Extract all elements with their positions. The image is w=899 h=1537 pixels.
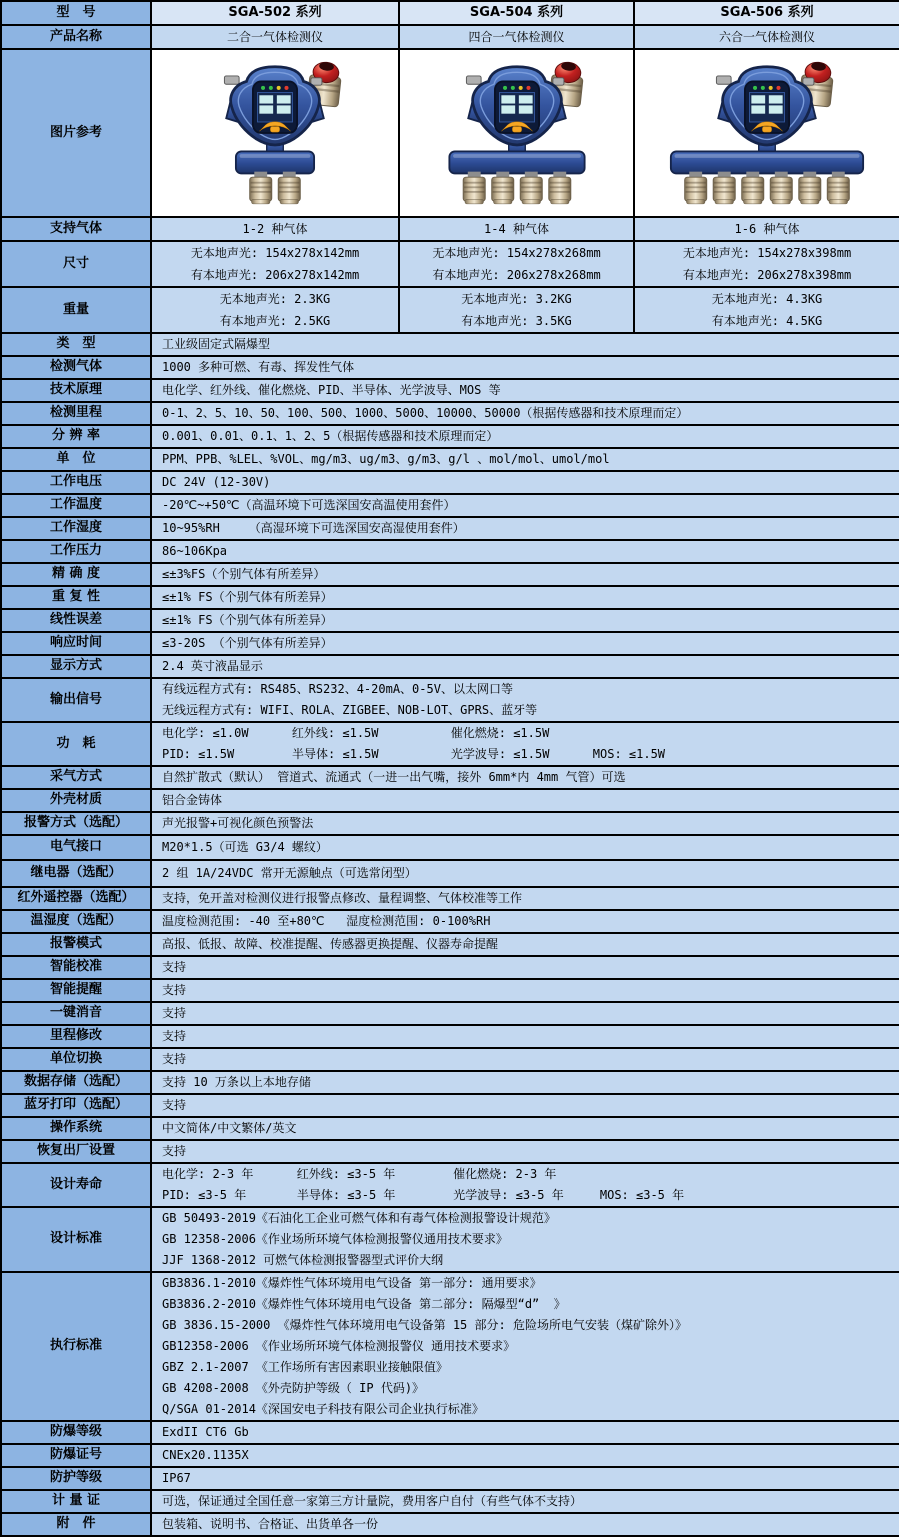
cell-line: 六合一气体检测仪 — [718, 30, 815, 44]
row-label: 支持气体 — [1, 217, 151, 241]
table-row — [1, 1071, 899, 1094]
cell-line: 支持 — [162, 1098, 187, 1112]
row-label: 里程修改 — [1, 1025, 151, 1048]
row-value — [151, 379, 899, 402]
row-label: 报警模式 — [1, 933, 151, 956]
table-row — [1, 1444, 899, 1467]
table-row — [1, 789, 899, 812]
row-label: 分 辨 率 — [1, 425, 151, 448]
cell-line: 86~106Kpa — [162, 544, 228, 558]
product-photo — [151, 49, 399, 217]
row-value — [151, 835, 899, 860]
row-value — [151, 1, 399, 25]
row-value — [399, 287, 634, 333]
row-value — [151, 448, 899, 471]
cell-line: 有线远程方式有: RS485、RS232、4-20mA、0-5V、以太网口等 — [162, 682, 513, 696]
row-label: 功 耗 — [1, 722, 151, 766]
table-row — [1, 1207, 899, 1272]
cell-line: PPM、PPB、%LEL、%VOL、mg/m3、ug/m3、g/m3、g/l 、mol/mol、umol/mol — [162, 452, 610, 466]
row-label: 单位切换 — [1, 1048, 151, 1071]
table-row — [1, 241, 899, 287]
sensor-heads — [250, 172, 301, 204]
table-row — [1, 25, 899, 49]
table-row — [1, 887, 899, 910]
mount-bolt — [716, 76, 731, 84]
cell-line: 高报、低报、故障、校准提醒、传感器更换提醒、仪器寿命提醒 — [162, 937, 499, 951]
row-value — [151, 1071, 899, 1094]
cell-line: 铝合金铸体 — [162, 793, 223, 807]
table-row — [1, 956, 899, 979]
table-row — [1, 49, 899, 217]
row-label: 单 位 — [1, 448, 151, 471]
cell-line: GB 12358-2006《作业场所环境气体检测报警仪通用技术要求》 — [162, 1232, 508, 1246]
cell-line: GB12358-2006 《作业场所环境气体检测报警仪 通用技术要求》 — [162, 1339, 516, 1353]
cell-line: 无本地声光: 2.3KG — [219, 292, 331, 306]
row-label: 重量 — [1, 287, 151, 333]
row-value — [151, 1207, 899, 1272]
cell-line: CNEx20.1135X — [162, 1448, 249, 1462]
row-value — [634, 217, 899, 241]
row-label: 外壳材质 — [1, 789, 151, 812]
row-label: 蓝牙打印（选配） — [1, 1094, 151, 1117]
row-value — [151, 789, 899, 812]
cell-line: 无本地声光: 154x278x398mm — [682, 246, 852, 260]
cell-line: -20℃~+50℃（高温环境下可选深国安高温使用套件） — [162, 498, 456, 512]
cell-line: 有本地声光: 4.5KG — [711, 314, 823, 328]
cell-line: 电化学: ≤1.0W 红外线: ≤1.5W 催化燃烧: ≤1.5W — [162, 726, 550, 740]
cell-line: M20*1.5（可选 G3/4 螺纹） — [162, 840, 328, 854]
row-value — [634, 287, 899, 333]
sensor-heads — [685, 172, 850, 204]
cell-line: IP67 — [162, 1471, 191, 1485]
cell-line: GB3836.2-2010《爆炸性气体环境用电气设备 第二部分: 隔爆型“d” 》 — [162, 1297, 566, 1311]
mount-bolt — [466, 76, 481, 84]
cell-line: SGA-504 系列 — [469, 5, 564, 20]
cell-line: 包装箱、说明书、合格证、出货单各一份 — [162, 1517, 379, 1531]
cell-line: 电化学、红外线、催化燃烧、PID、半导体、光学波导、MOS 等 — [162, 383, 501, 397]
cell-line: ≤±1% FS（个别气体有所差异） — [162, 590, 333, 604]
row-label: 防爆等级 — [1, 1421, 151, 1444]
cell-line: 2.4 英寸液晶显示 — [162, 659, 263, 673]
row-value — [151, 1163, 899, 1207]
table-row — [1, 287, 899, 333]
cell-line: 有本地声光: 206x278x142mm — [190, 268, 360, 282]
table-row — [1, 1, 899, 25]
row-value — [151, 722, 899, 766]
spec-table-body — [1, 1, 899, 1536]
row-label: 智能校准 — [1, 956, 151, 979]
row-label: 型 号 — [1, 1, 151, 25]
table-row — [1, 540, 899, 563]
row-label: 输出信号 — [1, 678, 151, 722]
row-label: 操作系统 — [1, 1117, 151, 1140]
cell-line: 无本地声光: 3.2KG — [461, 292, 572, 306]
cell-line: 无本地声光: 154x278x142mm — [190, 246, 360, 260]
cell-line: GB 4208-2008 《外壳防护等级（ IP 代码)》 — [162, 1381, 425, 1395]
row-label: 工作电压 — [1, 471, 151, 494]
table-row — [1, 517, 899, 540]
row-value — [399, 241, 634, 287]
row-value — [151, 887, 899, 910]
row-value — [151, 1513, 899, 1536]
row-value — [151, 609, 899, 632]
cell-line: 二合一气体检测仪 — [226, 30, 323, 44]
row-label: 重 复 性 — [1, 586, 151, 609]
row-value — [151, 402, 899, 425]
row-value — [151, 1444, 899, 1467]
table-row — [1, 835, 899, 860]
table-row — [1, 1140, 899, 1163]
row-label: 红外遥控器（选配） — [1, 887, 151, 910]
table-row — [1, 1467, 899, 1490]
cell-line: 工业级固定式隔爆型 — [162, 337, 271, 351]
row-label: 设计寿命 — [1, 1163, 151, 1207]
table-row — [1, 1117, 899, 1140]
cell-line: 支持 — [162, 1052, 187, 1066]
row-value — [151, 586, 899, 609]
cell-line: SGA-502 系列 — [228, 5, 322, 20]
row-value — [399, 1, 634, 25]
cell-line: 2 组 1A/24VDC 常开无源触点（可选常闭型） — [162, 866, 417, 880]
mount-bolt — [224, 76, 239, 84]
cell-line: 10~95%RH （高湿环境下可选深国安高湿使用套件） — [162, 521, 465, 535]
cell-line: Q/SGA 01-2014《深国安电子科技有限公司企业执行标准》 — [162, 1402, 484, 1416]
row-label: 类 型 — [1, 333, 151, 356]
row-value — [151, 812, 899, 835]
row-value — [151, 979, 899, 1002]
table-row — [1, 1094, 899, 1117]
cell-line: 支持，免开盖对检测仪进行报警点修改、量程调整、气体校准等工作 — [162, 891, 523, 905]
row-label: 产品名称 — [1, 25, 151, 49]
cell-line: 无本地声光: 4.3KG — [711, 292, 823, 306]
row-value — [151, 632, 899, 655]
row-label: 工作湿度 — [1, 517, 151, 540]
row-value — [151, 25, 399, 49]
cell-line: 支持 — [162, 1029, 187, 1043]
cell-line: DC 24V (12-30V) — [162, 475, 271, 489]
cell-line: 有本地声光: 206x278x268mm — [432, 268, 601, 282]
cell-line: 1-2 种气体 — [242, 222, 308, 236]
table-row — [1, 632, 899, 655]
row-value — [151, 678, 899, 722]
row-value — [151, 333, 899, 356]
row-value — [151, 1272, 899, 1421]
row-label: 电气接口 — [1, 835, 151, 860]
row-label: 计 量 证 — [1, 1490, 151, 1513]
gas-detector-illustration — [652, 59, 882, 207]
row-label: 工作温度 — [1, 494, 151, 517]
row-value — [151, 241, 399, 287]
cell-line: 0.001、0.01、0.1、1、2、5（根据传感器和技术原理而定） — [162, 429, 499, 443]
table-row — [1, 448, 899, 471]
cell-line: ≤±1% FS（个别气体有所差异） — [162, 613, 333, 627]
row-value — [399, 217, 634, 241]
table-row — [1, 333, 899, 356]
table-row — [1, 217, 899, 241]
row-value — [634, 241, 899, 287]
gas-detector-illustration — [160, 59, 390, 207]
row-label: 防护等级 — [1, 1467, 151, 1490]
cell-line: 中文简体/中文繁体/英文 — [162, 1121, 297, 1135]
cell-line: PID: ≤3-5 年 半导体: ≤3-5 年 光学波导: ≤3-5 年 MOS: ≤3-5 年 — [162, 1188, 685, 1202]
cell-line: 支持 — [162, 983, 187, 997]
product-photo — [399, 49, 634, 217]
row-value — [151, 563, 899, 586]
cell-line: 1000 多种可燃、有毒、挥发性气体 — [162, 360, 355, 374]
row-label: 数据存储（选配） — [1, 1071, 151, 1094]
table-row — [1, 402, 899, 425]
row-label: 继电器（选配） — [1, 860, 151, 887]
row-label: 精 确 度 — [1, 563, 151, 586]
cell-line: ≤±3%FS（个别气体有所差异） — [162, 567, 326, 581]
row-value — [151, 517, 899, 540]
cell-line: 可选，保证通过全国任意一家第三方计量院，费用客户自付（有些气体不支持） — [162, 1494, 583, 1508]
row-value — [151, 1117, 899, 1140]
table-row — [1, 1513, 899, 1536]
table-row — [1, 379, 899, 402]
cell-line: 无本地声光: 154x278x268mm — [432, 246, 601, 260]
row-value — [634, 1, 899, 25]
cell-line: 温度检测范围: -40 至+80℃ 湿度检测范围: 0-100%RH — [162, 914, 491, 928]
row-value — [151, 494, 899, 517]
gas-detector-illustration — [402, 59, 632, 207]
row-label: 智能提醒 — [1, 979, 151, 1002]
cell-line: 0-1、2、5、10、50、100、500、1000、5000、10000、50000（根据传感器和技术原理而定） — [162, 406, 689, 420]
cell-line: GBZ 2.1-2007 《工作场所有害因素职业接触限值》 — [162, 1360, 448, 1374]
row-value — [151, 910, 899, 933]
row-label: 附 件 — [1, 1513, 151, 1536]
row-label: 设计标准 — [1, 1207, 151, 1272]
row-label: 防爆证号 — [1, 1444, 151, 1467]
table-row — [1, 586, 899, 609]
table-row — [1, 979, 899, 1002]
cell-line: 1-4 种气体 — [484, 222, 549, 236]
table-row — [1, 563, 899, 586]
row-label: 执行标准 — [1, 1272, 151, 1421]
row-value — [151, 217, 399, 241]
cell-line: 有本地声光: 3.5KG — [461, 314, 572, 328]
table-row — [1, 356, 899, 379]
cell-line: 四合一气体检测仪 — [468, 30, 565, 44]
row-value — [151, 1048, 899, 1071]
row-label: 技术原理 — [1, 379, 151, 402]
row-value — [151, 655, 899, 678]
table-row — [1, 1490, 899, 1513]
table-row — [1, 933, 899, 956]
row-value — [151, 1467, 899, 1490]
cell-line: 有本地声光: 2.5KG — [219, 314, 331, 328]
table-row — [1, 678, 899, 722]
row-value — [151, 1025, 899, 1048]
row-value — [151, 766, 899, 789]
row-label: 采气方式 — [1, 766, 151, 789]
row-value — [151, 1140, 899, 1163]
cell-line: JJF 1368-2012 可燃气体检测报警器型式评价大纲 — [162, 1253, 444, 1267]
cell-line: SGA-506 系列 — [720, 5, 814, 20]
cell-line: 有本地声光: 206x278x398mm — [682, 268, 852, 282]
cell-line: 声光报警+可视化颜色预警法 — [162, 816, 314, 830]
row-label: 尺寸 — [1, 241, 151, 287]
row-value — [151, 956, 899, 979]
table-row — [1, 609, 899, 632]
row-value — [151, 287, 399, 333]
table-row — [1, 1163, 899, 1207]
row-label: 温湿度（选配） — [1, 910, 151, 933]
row-value — [151, 356, 899, 379]
row-label: 显示方式 — [1, 655, 151, 678]
cell-line: 支持 — [162, 1144, 187, 1158]
table-row — [1, 766, 899, 789]
row-value — [634, 25, 899, 49]
cell-line: 支持 — [162, 960, 187, 974]
cell-line: 支持 — [162, 1006, 187, 1020]
row-label: 检测气体 — [1, 356, 151, 379]
row-label: 检测里程 — [1, 402, 151, 425]
cell-line: PID: ≤1.5W 半导体: ≤1.5W 光学波导: ≤1.5W MOS: ≤1.5W — [162, 747, 666, 761]
sensor-heads — [463, 172, 571, 204]
cell-line: 支持 10 万条以上本地存储 — [162, 1075, 311, 1089]
row-label: 恢复出厂设置 — [1, 1140, 151, 1163]
table-row — [1, 1048, 899, 1071]
cell-line: ≤3-20S （个别气体有所差异） — [162, 636, 333, 650]
row-label: 线性误差 — [1, 609, 151, 632]
table-row — [1, 860, 899, 887]
row-value — [151, 425, 899, 448]
row-value — [151, 860, 899, 887]
row-value — [151, 1421, 899, 1444]
row-label: 报警方式（选配） — [1, 812, 151, 835]
row-value — [151, 933, 899, 956]
cell-line: 自然扩散式（默认） 管道式、流通式（一进一出气嘴，接外 6mm*内 4mm 气管）可选 — [162, 770, 626, 784]
row-label: 工作压力 — [1, 540, 151, 563]
table-row — [1, 655, 899, 678]
table-row — [1, 425, 899, 448]
row-value — [151, 471, 899, 494]
cell-line: GB 3836.15-2000 《爆炸性气体环境用电气设备第 15 部分: 危险场所电气安装（煤矿除外）》 — [162, 1318, 687, 1332]
table-row — [1, 471, 899, 494]
row-value — [399, 25, 634, 49]
cell-line: ExdII CT6 Gb — [162, 1425, 249, 1439]
table-row — [1, 722, 899, 766]
row-value — [151, 1094, 899, 1117]
row-value — [151, 1490, 899, 1513]
table-row — [1, 494, 899, 517]
table-row — [1, 1002, 899, 1025]
row-label: 一键消音 — [1, 1002, 151, 1025]
product-photo — [634, 49, 899, 217]
cell-line: 电化学: 2-3 年 红外线: ≤3-5 年 催化燃烧: 2-3 年 — [162, 1167, 557, 1181]
row-value — [151, 540, 899, 563]
row-label: 图片参考 — [1, 49, 151, 217]
table-row — [1, 1272, 899, 1421]
cell-line: 无线远程方式有: WIFI、ROLA、ZIGBEE、NOB-LOT、GPRS、蓝牙等 — [162, 703, 538, 717]
row-label: 响应时间 — [1, 632, 151, 655]
table-row — [1, 1421, 899, 1444]
row-value — [151, 1002, 899, 1025]
cell-line: 1-6 种气体 — [734, 222, 800, 236]
table-row — [1, 1025, 899, 1048]
cell-line: GB 50493-2019《石油化工企业可燃气体和有毒气体检测报警设计规范》 — [162, 1211, 556, 1225]
cell-line: GB3836.1-2010《爆炸性气体环境用电气设备 第一部分: 通用要求》 — [162, 1276, 542, 1290]
table-row — [1, 812, 899, 835]
table-row — [1, 910, 899, 933]
